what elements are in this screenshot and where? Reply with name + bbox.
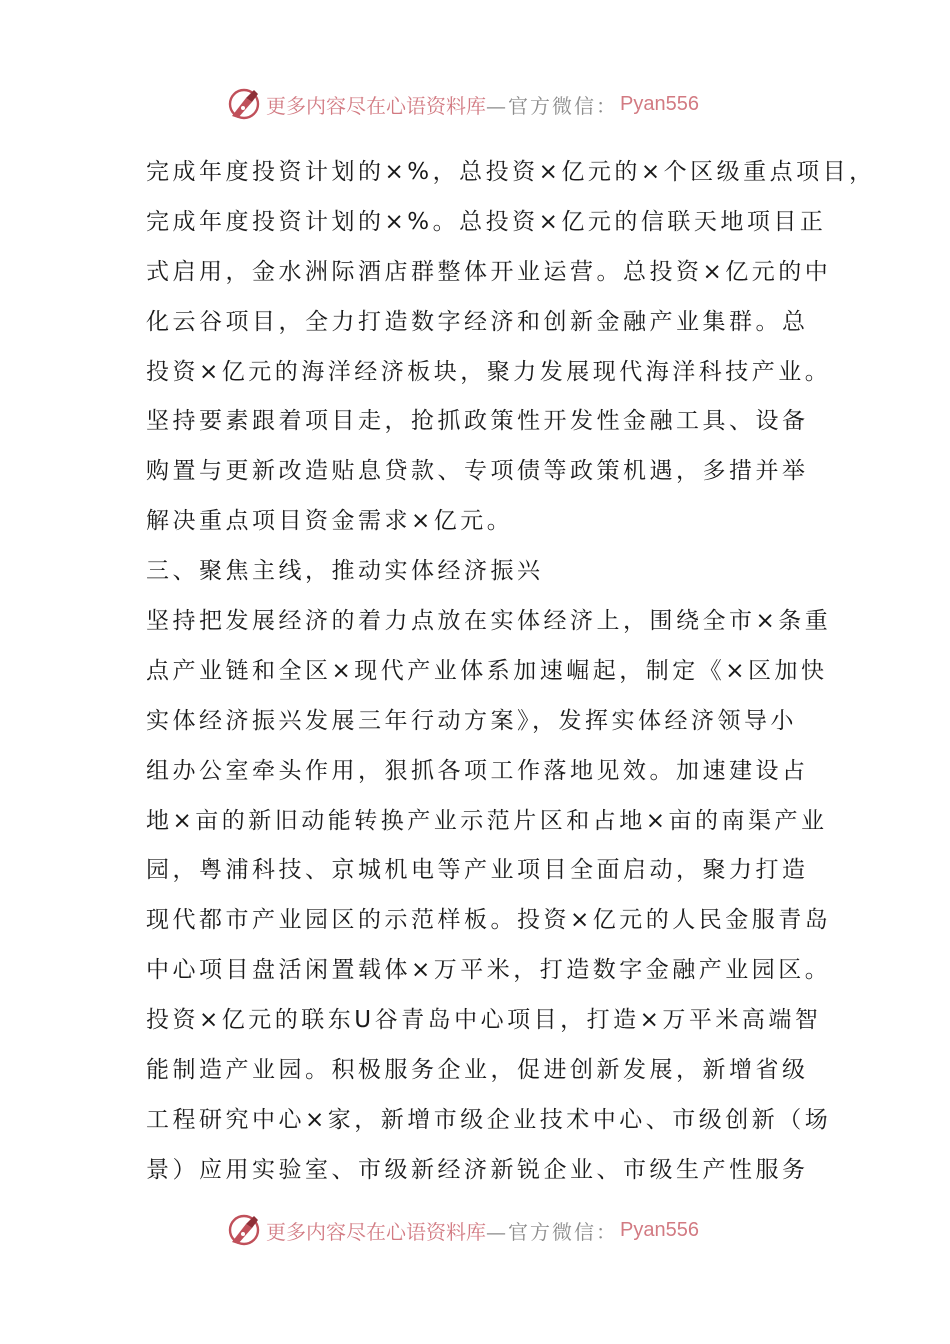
- text-line: 坚持要素跟着项目走，抢抓政策性开发性金融工具、设备: [146, 408, 809, 435]
- text-line: 式启用，金水洲际酒店群整体开业运营。总投资×亿元的中: [146, 258, 832, 285]
- text-line: 化云谷项目，全力打造数字经济和创新金融产业集群。总: [146, 308, 809, 335]
- text-line: 地×亩的新旧动能转换产业示范片区和占地×亩的南渠产业: [146, 807, 828, 834]
- text-line: 购置与更新改造贴息贷款、专项债等政策机遇，多措并举: [146, 458, 809, 485]
- section-heading: 三、聚焦主线，推动实体经济振兴: [146, 558, 544, 585]
- footer-banner: [226, 1210, 699, 1250]
- pen-nib-circle-icon: [226, 1212, 262, 1248]
- text-line: 景）应用实验室、市级新经济新锐企业、市级生产性服务: [146, 1156, 809, 1183]
- document-body: [146, 148, 876, 1196]
- text-line: 能制造产业园。积极服务企业，促进创新发展，新增省级: [146, 1057, 809, 1084]
- text-line: 投资×亿元的海洋经济板块，聚力发展现代海洋科技产业。: [146, 358, 832, 385]
- text-line: 工程研究中心×家，新增市级企业技术中心、市级创新（场: [146, 1106, 832, 1133]
- text-line: 组办公室牵头作用，狠抓各项工作落地见效。加速建设占: [146, 757, 809, 784]
- text-line: 现代都市产业园区的示范样板。投资×亿元的人民金服青岛: [146, 907, 832, 934]
- text-line: 点产业链和全区×现代产业体系加速崛起，制定《×区加快: [146, 657, 828, 684]
- text-line: 中心项目盘活闲置载体×万平米，打造数字金融产业园区。: [146, 957, 832, 984]
- banner-wechat-id: Pyan556: [620, 1218, 699, 1241]
- banner-slogan: 更多内容尽在心语资料库: [266, 93, 486, 118]
- text-line: 完成年度投资计划的×%，总投资×亿元的×个区级重点项目，: [146, 159, 876, 185]
- text-line: 实体经济振兴发展三年行动方案》，发挥实体经济领导小: [146, 707, 797, 734]
- banner-slogan: 更多内容尽在心语资料库: [266, 1219, 486, 1244]
- header-banner: [226, 84, 699, 124]
- pen-nib-circle-icon: [226, 86, 262, 122]
- banner-contact-label: —官方微信：: [486, 1219, 618, 1244]
- text-line: 园，粤浦科技、京城机电等产业项目全面启动，聚力打造: [146, 857, 809, 884]
- text-line: 投资×亿元的联东U谷青岛中心项目，打造×万平米高端智: [146, 1007, 822, 1034]
- text-line: 坚持把发展经济的着力点放在实体经济上，围绕全市×条重: [146, 608, 832, 635]
- banner-contact-label: —官方微信：: [486, 93, 618, 118]
- text-line: 完成年度投资计划的×%。总投资×亿元的信联天地项目正: [146, 208, 827, 235]
- banner-wechat-id: Pyan556: [620, 92, 699, 115]
- text-line: 解决重点项目资金需求×亿元。: [146, 508, 514, 535]
